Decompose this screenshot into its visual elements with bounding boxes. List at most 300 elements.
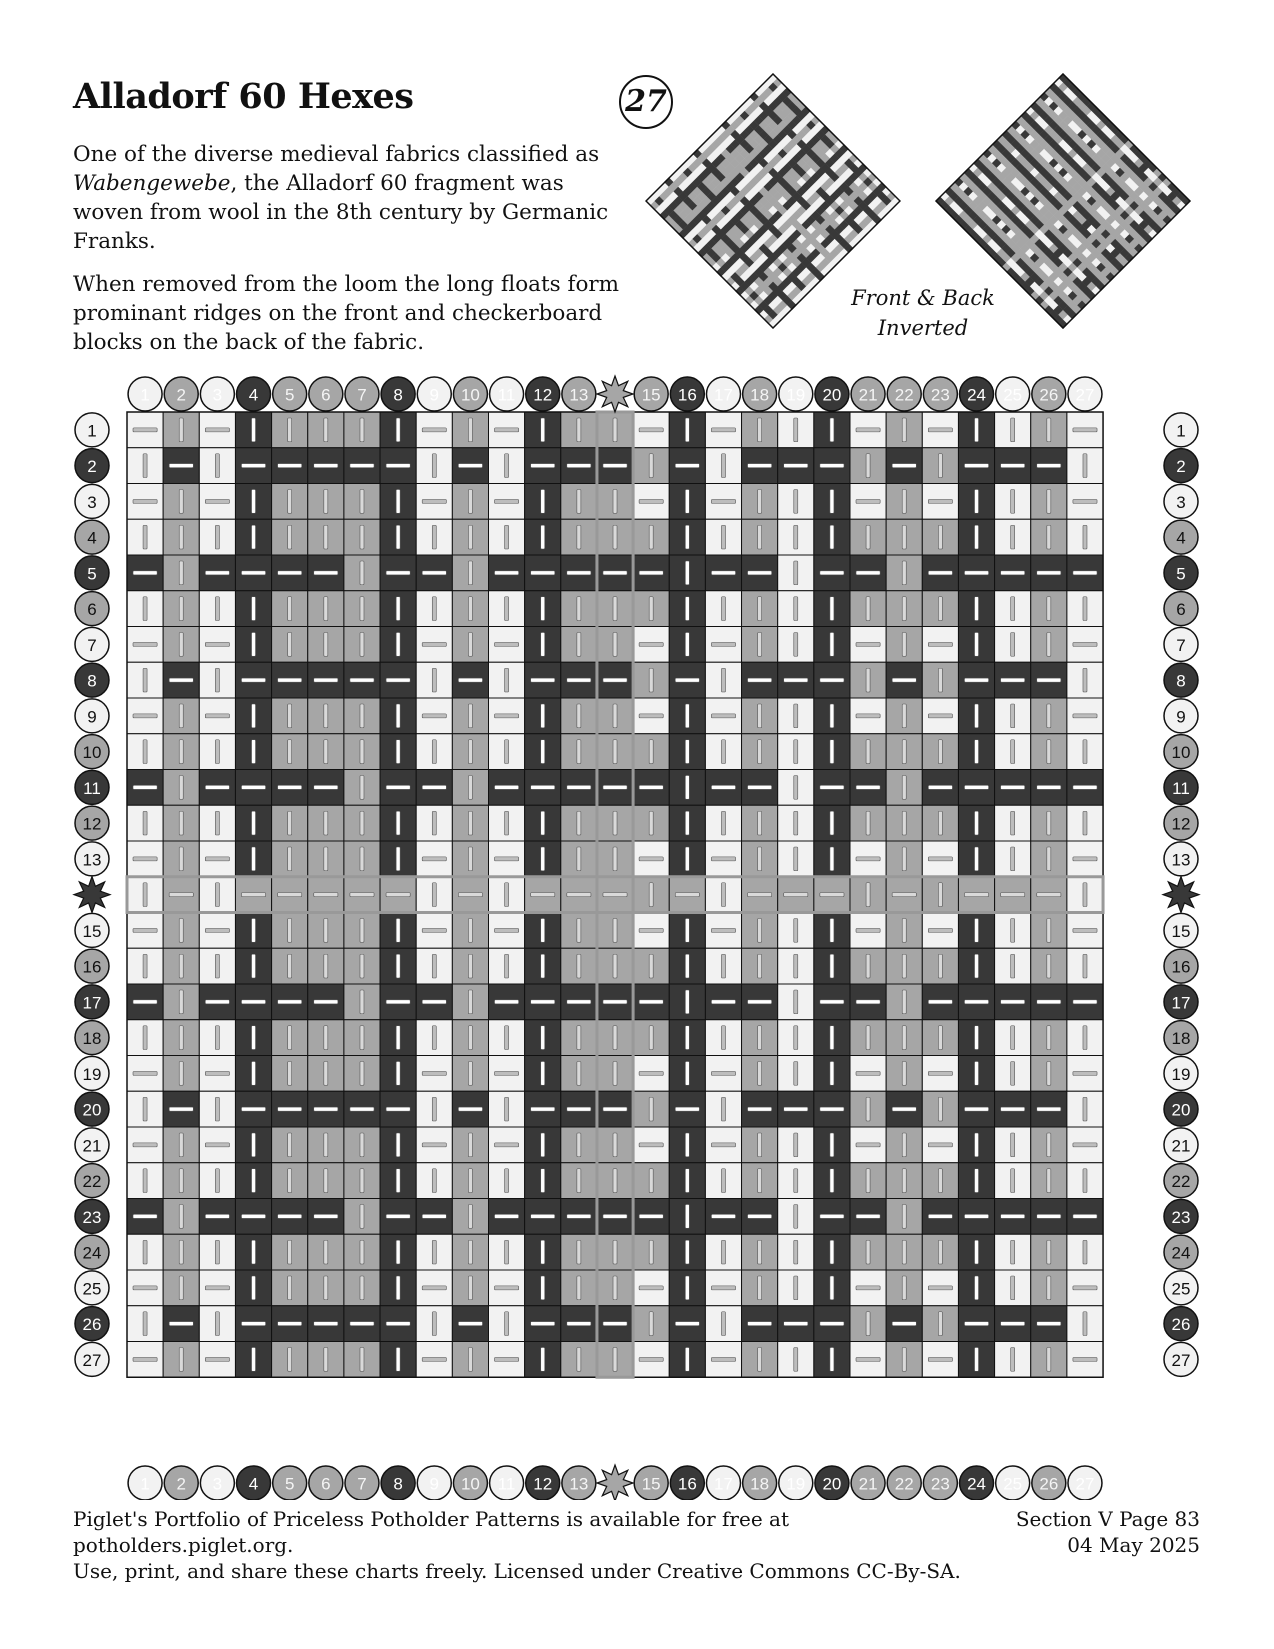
chart-cell	[199, 770, 235, 806]
chart-cell	[597, 841, 633, 877]
chart-cell	[778, 1199, 814, 1235]
chart-cell	[850, 1306, 886, 1342]
chart-cell	[308, 1091, 344, 1127]
chart-cell	[597, 877, 633, 913]
chart-cell	[814, 1056, 850, 1092]
chart-cell	[452, 913, 488, 949]
chart-cell	[416, 948, 452, 984]
chart-cell	[850, 734, 886, 770]
chart-cell	[308, 1020, 344, 1056]
chart-cell	[958, 1199, 994, 1235]
chart-cell	[633, 877, 669, 913]
chart-cell	[127, 1306, 163, 1342]
chart-cell	[344, 734, 380, 770]
chart-cell	[561, 948, 597, 984]
chart-label: 5	[87, 564, 97, 584]
chart-cell	[778, 662, 814, 698]
chart-cell	[163, 412, 199, 448]
chart-cell	[814, 1234, 850, 1270]
chart-cell	[958, 484, 994, 520]
chart-cell	[850, 1127, 886, 1163]
chart-cell	[380, 698, 416, 734]
chart-cell	[886, 841, 922, 877]
chart-label: 13	[569, 1474, 589, 1494]
chart-cell	[995, 948, 1031, 984]
chart-cell	[850, 662, 886, 698]
chart-cell	[525, 627, 561, 663]
chart-label: 23	[930, 385, 950, 405]
chart-cell	[633, 770, 669, 806]
chart-cell	[1031, 841, 1067, 877]
chart-cell	[1067, 1270, 1103, 1306]
chart-cell	[525, 519, 561, 555]
chart-cell	[380, 1270, 416, 1306]
chart-cell	[416, 1127, 452, 1163]
column-label-bottom	[453, 1466, 487, 1500]
chart-cell	[199, 877, 235, 913]
chart-cell	[995, 734, 1031, 770]
chart-cell	[705, 1163, 741, 1199]
chart-cell	[814, 984, 850, 1020]
chart-cell	[525, 662, 561, 698]
footer-date: 04 May 2025	[1067, 1533, 1200, 1557]
chart-label: 24	[82, 1243, 102, 1263]
chart-cell	[922, 1342, 958, 1378]
chart-cell	[886, 698, 922, 734]
chart-cell	[452, 448, 488, 484]
chart-cell	[922, 591, 958, 627]
chart-cell	[995, 698, 1031, 734]
chart-cell	[163, 662, 199, 698]
chart-label: 2	[1176, 457, 1186, 477]
chart-cell	[380, 1127, 416, 1163]
chart-cell	[199, 1342, 235, 1378]
chart-cell	[850, 770, 886, 806]
chart-cell	[127, 555, 163, 591]
chart-cell	[308, 770, 344, 806]
column-label-bottom	[996, 1466, 1030, 1500]
chart-cell	[272, 984, 308, 1020]
page-title: Alladorf 60 Hexes	[73, 76, 414, 117]
chart-cell	[814, 519, 850, 555]
chart-cell	[1031, 1091, 1067, 1127]
chart-cell	[778, 591, 814, 627]
chart-label: 19	[1171, 1064, 1191, 1084]
chart-cell	[705, 1199, 741, 1235]
chart-cell	[489, 412, 525, 448]
chart-cell	[597, 627, 633, 663]
chart-cell	[1067, 1020, 1103, 1056]
chart-cell	[235, 448, 271, 484]
column-label-bottom	[887, 1466, 921, 1500]
row-label-right	[1164, 1307, 1198, 1341]
chart-cell	[995, 484, 1031, 520]
chart-label: 16	[677, 385, 697, 405]
chart-cell	[705, 412, 741, 448]
chart-cell	[958, 1342, 994, 1378]
chart-cell	[344, 484, 380, 520]
chart-cell	[416, 662, 452, 698]
chart-cell	[199, 1234, 235, 1270]
chart-cell	[597, 770, 633, 806]
chart-cell	[850, 484, 886, 520]
chart-cell	[525, 1342, 561, 1378]
chart-cell	[814, 841, 850, 877]
chart-cell	[1031, 984, 1067, 1020]
chart-cell	[778, 841, 814, 877]
chart-cell	[705, 805, 741, 841]
chart-label: 24	[967, 1474, 986, 1494]
column-label-top	[526, 377, 560, 411]
chart-cell	[922, 770, 958, 806]
chart-label: 6	[321, 1474, 331, 1494]
chart-cell	[525, 770, 561, 806]
row-label-right	[1164, 556, 1198, 590]
chart-cell	[669, 1199, 705, 1235]
chart-cell	[452, 555, 488, 591]
chart-cell	[1067, 698, 1103, 734]
row-label-left	[75, 949, 109, 983]
chart-cell	[1067, 1163, 1103, 1199]
chart-cell	[235, 805, 271, 841]
chart-cell	[127, 1163, 163, 1199]
chart-cell	[199, 448, 235, 484]
chart-cell	[380, 555, 416, 591]
chart-cell	[525, 484, 561, 520]
chart-cell	[127, 698, 163, 734]
chart-cell	[380, 484, 416, 520]
chart-cell	[235, 770, 271, 806]
chart-cell	[416, 1342, 452, 1378]
chart-cell	[199, 591, 235, 627]
chart-cell	[452, 484, 488, 520]
chart-cell	[344, 1056, 380, 1092]
chart-cell	[235, 662, 271, 698]
chart-label: 21	[1171, 1136, 1191, 1156]
chart-cell	[1031, 555, 1067, 591]
chart-cell	[235, 984, 271, 1020]
chart-label: 27	[1171, 1350, 1191, 1370]
chart-cell	[633, 448, 669, 484]
chart-cell	[380, 805, 416, 841]
chart-cell	[344, 698, 380, 734]
chart-cell	[742, 412, 778, 448]
chart-cell	[850, 841, 886, 877]
chart-cell	[380, 1163, 416, 1199]
chart-label: 8	[393, 1474, 403, 1494]
chart-cell	[235, 1127, 271, 1163]
column-label-bottom	[706, 1466, 740, 1500]
chart-cell	[235, 1234, 271, 1270]
chart-cell	[814, 913, 850, 949]
chart-cell	[344, 1234, 380, 1270]
chart-cell	[958, 1306, 994, 1342]
chart-label: 10	[82, 743, 102, 763]
chart-cell	[958, 1163, 994, 1199]
chart-cell	[380, 1306, 416, 1342]
chart-cell	[886, 1056, 922, 1092]
chart-cell	[235, 519, 271, 555]
chart-cell	[199, 1127, 235, 1163]
chart-cell	[850, 1342, 886, 1378]
chart-label: 21	[858, 1474, 878, 1494]
chart-cell	[416, 1020, 452, 1056]
chart-cell	[705, 591, 741, 627]
chart-cell	[452, 698, 488, 734]
chart-label: 17	[1171, 993, 1191, 1013]
row-label-right	[1164, 913, 1198, 947]
chart-cell	[850, 1163, 886, 1199]
chart-cell	[1067, 662, 1103, 698]
chart-cell	[1031, 448, 1067, 484]
chart-cell	[127, 1234, 163, 1270]
chart-cell	[814, 1163, 850, 1199]
chart-cell	[995, 1342, 1031, 1378]
chart-cell	[380, 1020, 416, 1056]
column-label-top	[237, 377, 271, 411]
column-label-bottom	[345, 1466, 379, 1500]
chart-cell	[416, 519, 452, 555]
chart-cell	[127, 877, 163, 913]
chart-cell	[669, 877, 705, 913]
chart-cell	[199, 1270, 235, 1306]
chart-cell	[489, 1127, 525, 1163]
footer-section-page: Section V Page 83	[1015, 1507, 1200, 1531]
chart-cell	[669, 1270, 705, 1306]
column-label-top	[345, 377, 379, 411]
chart-cell	[633, 1234, 669, 1270]
chart-cell	[344, 448, 380, 484]
chart-cell	[886, 805, 922, 841]
chart-cell	[416, 555, 452, 591]
chart-cell	[1067, 448, 1103, 484]
column-label-top	[923, 377, 957, 411]
chart-label: 16	[677, 1474, 697, 1494]
chart-cell	[886, 484, 922, 520]
chart-cell	[669, 591, 705, 627]
chart-cell	[272, 519, 308, 555]
chart-cell	[452, 1020, 488, 1056]
chart-cell	[199, 913, 235, 949]
chart-cell	[489, 1342, 525, 1378]
chart-label: 9	[1176, 707, 1186, 727]
chart-cell	[525, 1270, 561, 1306]
chart-cell	[127, 627, 163, 663]
column-label-bottom	[490, 1466, 524, 1500]
chart-cell	[742, 1270, 778, 1306]
chart-cell	[272, 412, 308, 448]
chart-cell	[452, 770, 488, 806]
chart-cell	[995, 770, 1031, 806]
chart-cell	[669, 519, 705, 555]
chart-cell	[380, 591, 416, 627]
row-label-left	[75, 1092, 109, 1126]
chart-cell	[272, 1199, 308, 1235]
chart-cell	[525, 698, 561, 734]
chart-cell	[995, 519, 1031, 555]
column-label-bottom	[743, 1466, 777, 1500]
chart-cell	[958, 841, 994, 877]
chart-cell	[489, 841, 525, 877]
row-label-left	[75, 484, 109, 518]
chart-cell	[922, 1020, 958, 1056]
star-icon	[74, 877, 110, 913]
chart-label: 7	[1176, 635, 1186, 655]
chart-cell	[163, 1163, 199, 1199]
chart-cell	[958, 984, 994, 1020]
chart-cell	[705, 1234, 741, 1270]
row-label-right	[1164, 1342, 1198, 1376]
chart-cell	[489, 1270, 525, 1306]
chart-cell	[814, 1199, 850, 1235]
chart-cell	[127, 1020, 163, 1056]
chart-cell	[995, 591, 1031, 627]
chart-cell	[995, 662, 1031, 698]
chart-label: 15	[641, 1474, 661, 1494]
chart-cell	[850, 555, 886, 591]
star-icon	[1163, 877, 1199, 913]
chart-cell	[922, 519, 958, 555]
chart-cell	[742, 1091, 778, 1127]
chart-cell	[489, 1091, 525, 1127]
chart-label: 17	[714, 385, 733, 405]
column-label-top	[200, 377, 234, 411]
row-label-left	[75, 806, 109, 840]
chart-cell	[742, 1234, 778, 1270]
chart-cell	[850, 1091, 886, 1127]
chart-cell	[886, 627, 922, 663]
chart-label: 5	[284, 385, 295, 405]
row-label-right	[1164, 1092, 1198, 1126]
chart-cell	[235, 1091, 271, 1127]
chart-cell	[525, 448, 561, 484]
chart-label: 9	[429, 385, 440, 405]
chart-cell	[1067, 805, 1103, 841]
chart-cell	[597, 948, 633, 984]
chart-cell	[742, 1020, 778, 1056]
chart-cell	[742, 805, 778, 841]
chart-cell	[489, 519, 525, 555]
chart-cell	[489, 877, 525, 913]
chart-cell	[922, 913, 958, 949]
chart-cell	[1031, 1127, 1067, 1163]
column-label-top	[670, 377, 704, 411]
chart-cell	[452, 1163, 488, 1199]
chart-label: 27	[82, 1350, 102, 1370]
column-label-top	[273, 377, 307, 411]
chart-cell	[561, 662, 597, 698]
chart-cell	[669, 1020, 705, 1056]
chart-cell	[235, 698, 271, 734]
chart-cell	[525, 1234, 561, 1270]
chart-label: 4	[248, 1474, 259, 1494]
chart-cell	[489, 627, 525, 663]
chart-cell	[850, 448, 886, 484]
chart-cell	[886, 412, 922, 448]
chart-cell	[1031, 412, 1067, 448]
row-label-right	[1164, 1021, 1198, 1055]
chart-cell	[1067, 877, 1103, 913]
chart-cell	[633, 1127, 669, 1163]
chart-cell	[1031, 591, 1067, 627]
chart-cell	[308, 1056, 344, 1092]
row-label-left	[75, 1056, 109, 1090]
chart-cell	[995, 555, 1031, 591]
chart-cell	[452, 1306, 488, 1342]
chart-cell	[561, 627, 597, 663]
chart-cell	[525, 591, 561, 627]
chart-label: 11	[497, 385, 516, 405]
chart-label: 10	[460, 1474, 480, 1494]
chart-label: 3	[212, 1474, 223, 1494]
chart-cell	[886, 1020, 922, 1056]
chart-cell	[380, 984, 416, 1020]
chart-cell	[561, 555, 597, 591]
chart-cell	[1031, 627, 1067, 663]
row-label-left	[75, 1164, 109, 1198]
chart-cell	[922, 1127, 958, 1163]
row-label-left	[75, 592, 109, 626]
chart-cell	[958, 662, 994, 698]
chart-cell	[597, 1091, 633, 1127]
chart-cell	[705, 1270, 741, 1306]
chart-cell	[1067, 484, 1103, 520]
chart-cell	[597, 913, 633, 949]
chart-cell	[272, 877, 308, 913]
chart-cell	[995, 448, 1031, 484]
chart-cell	[1067, 1199, 1103, 1235]
chart-cell	[705, 948, 741, 984]
chart-cell	[958, 948, 994, 984]
chart-cell	[705, 1306, 741, 1342]
chart-label: 10	[460, 385, 480, 405]
chart-cell	[597, 591, 633, 627]
chart-cell	[1067, 1091, 1103, 1127]
row-label-left	[75, 1307, 109, 1341]
chart-cell	[163, 770, 199, 806]
row-label-right	[1164, 1164, 1198, 1198]
chart-cell	[127, 948, 163, 984]
chart-cell	[669, 1163, 705, 1199]
chart-cell	[669, 1127, 705, 1163]
chart-cell	[742, 1306, 778, 1342]
chart-cell	[416, 448, 452, 484]
chart-cell	[308, 948, 344, 984]
chart-cell	[669, 1234, 705, 1270]
chart-cell	[705, 734, 741, 770]
chart-cell	[561, 1091, 597, 1127]
chart-cell	[958, 770, 994, 806]
row-label-left	[75, 1128, 109, 1162]
chart-cell	[452, 1270, 488, 1306]
chart-cell	[525, 1020, 561, 1056]
chart-label: 18	[82, 1029, 102, 1049]
chart-cell	[705, 555, 741, 591]
chart-label: 2	[176, 385, 186, 405]
chart-cell	[778, 1127, 814, 1163]
chart-cell	[850, 1270, 886, 1306]
chart-cell	[886, 913, 922, 949]
chart-label: 22	[894, 385, 914, 405]
chart-cell	[958, 448, 994, 484]
chart-label: 20	[822, 385, 842, 405]
chart-cell	[489, 734, 525, 770]
chart-cell	[995, 877, 1031, 913]
chart-cell	[814, 734, 850, 770]
footer-left-line2: Use, print, and share these charts freely. Licensed under Creative Commons CC-By-SA.	[73, 1559, 961, 1583]
chart-cell	[1067, 519, 1103, 555]
chart-cell	[669, 448, 705, 484]
